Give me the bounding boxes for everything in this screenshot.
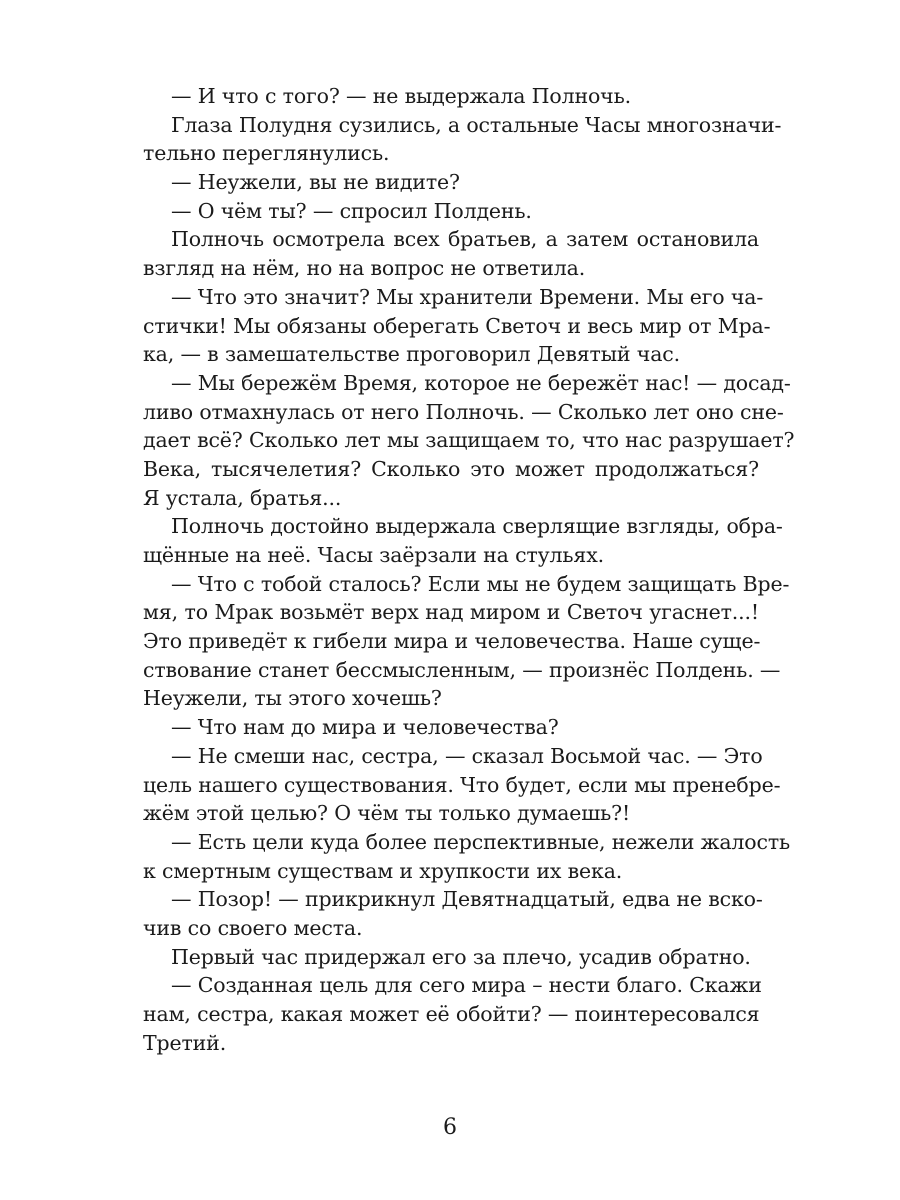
text-line: Первый час придержал его за плечо, усадив обратно. [171,944,751,969]
text-line: взгляд на нём, но на вопрос не ответила. [143,256,586,281]
text-line: — Созданная цель для сего мира – нести благо. Скажи [171,973,762,998]
text-line: — О чём ты? — спросил Полдень. [171,198,532,223]
text-line: ствование станет бессмысленным, — произнёс Полдень. — [143,657,781,682]
text-line: нам, сестра, какая может её обойти? — поинтересовался [143,1002,760,1026]
text-line: щённые на неё. Часы заёрзали на стульях. [143,543,604,567]
text-line: Это приведёт к гибели мира и человечества. Наше суще- [143,629,761,654]
text-line: — И что с того? — не выдержала Полночь. [171,84,631,108]
text-line: — Не смеши нас, сестра, — сказал Восьмой час. — Это [171,743,763,768]
page-text [143,82,795,1057]
text-line: чив со своего места. [143,915,363,940]
text-line: мя, то Мрак возьмёт верх над миром и Светоч угаснет...! [143,600,759,625]
text-line: — Что с тобой сталось? Если мы не будем защищать Вре- [171,571,790,596]
text-line: Неужели, ты этого хочешь? [143,686,442,711]
page-number: 6 [443,1115,457,1140]
text-line: жём этой целью? О чём ты только думаешь?! [143,801,631,826]
text-line: Полночь осмотрела всех братьев, а затем остановила [171,227,759,252]
text-line: цель нашего существования. Что будет, если мы пренебре- [143,772,781,797]
text-line: Глаза Полудня сузились, а остальные Часы многозначи- [171,112,782,137]
text-line: Третий. [143,1030,227,1055]
text-line: — Неужели, вы не видите? [171,170,460,195]
text-line: — Что нам до мира и человечества? [171,715,559,740]
text-line: тельно переглянулись. [143,141,390,166]
text-line: стички! Мы обязаны оберегать Светоч и весь мир от Мра- [143,313,771,338]
text-line: ка, — в замешательстве проговорил Девятый час. [143,342,680,367]
text-line: ливо отмахнулась от него Полночь. — Сколько лет оно сне- [143,399,784,424]
text-line: к смертным существам и хрупкости их века. [143,858,623,883]
text-line: Века, тысячелетия? Сколько это может продолжаться? [143,456,759,481]
text-line: — Есть цели куда более перспективные, нежели жалость [171,829,791,854]
text-line: Полночь достойно выдержала сверлящие взгляды, обра- [171,514,783,539]
text-line: дает всё? Сколько лет мы защищаем то, что нас разрушает? [143,428,795,453]
text-line: — Мы бережём Время, которое не бережёт нас! — досад- [171,370,791,395]
text-line: Я устала, братья... [143,485,342,510]
text-line: — Что это значит? Мы хранители Времени. Мы его ча- [171,284,764,309]
text-line: — Позор! — прикрикнул Девятнадцатый, едва не вско- [171,887,763,912]
